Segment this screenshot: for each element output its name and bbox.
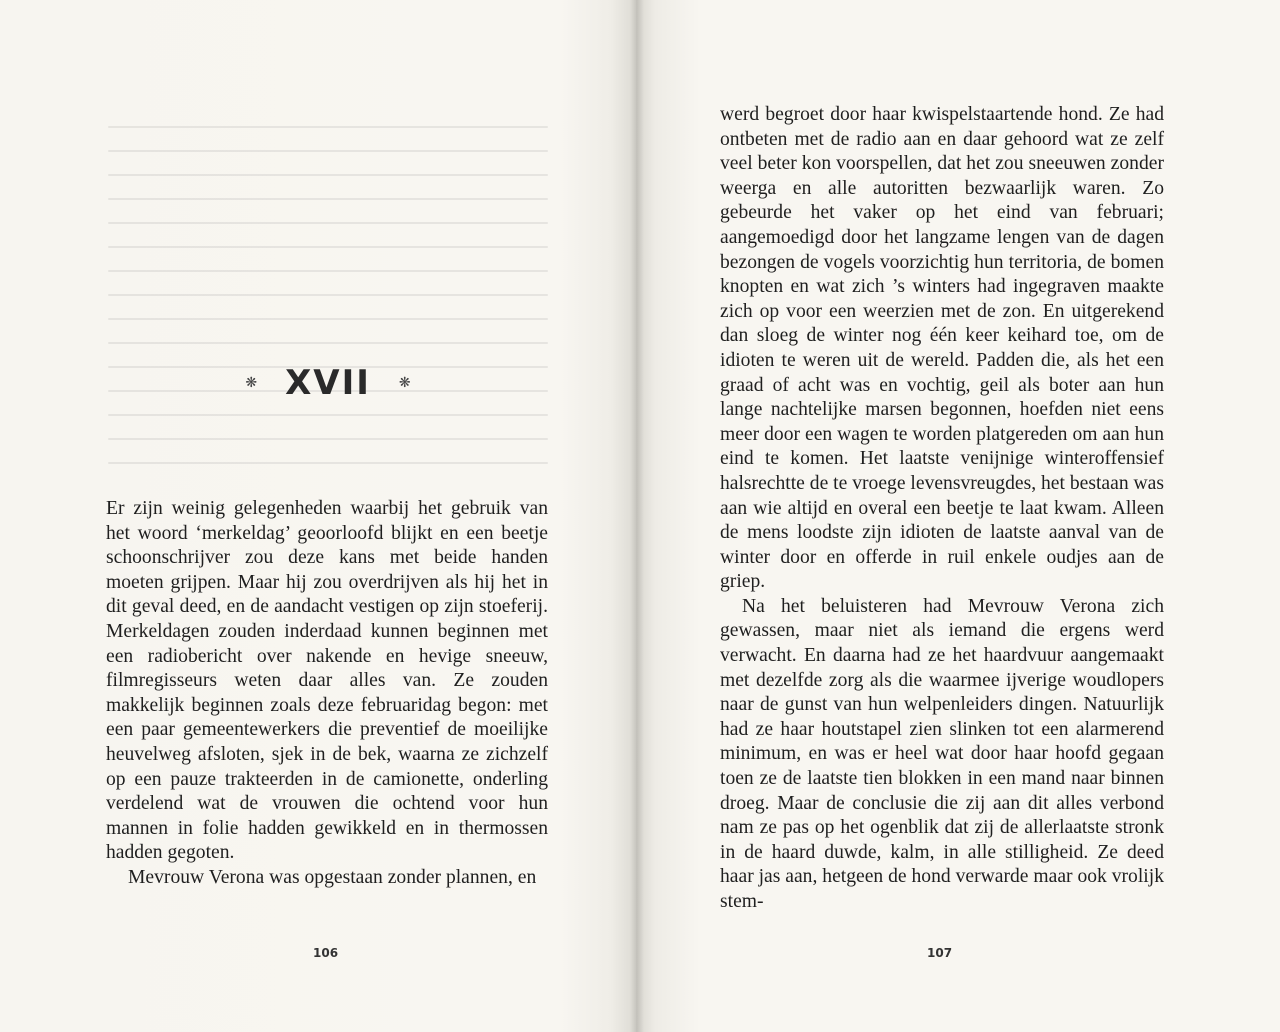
bleed-through-text (108, 104, 548, 474)
page-number-right: 107 (927, 946, 953, 960)
left-body-text (106, 497, 548, 891)
chapter-heading (108, 360, 548, 406)
paragraph: Na het beluisteren had Mevrouw Verona zich gewassen, maar niet als iemand die ergens werd verwacht. En daarna had ze het haardvuur aangemaakt met dezelfde zorg als die waarmee ijverige woudlopers naar de gunst van hun welpenleiders dingen. Natuurlijk had ze haar houtstapel zien slinken tot een alarmerend minimum, en was er heel wat door haar hoofd gegaan toen ze de laatste tien blokken in een mand naar binnen droeg. Maar de conclusie die zij aan dit alles verbond nam ze pas op het ogenblik dat zij de allerlaatste stronk in de haard duwde, kalm, in alle stilligheid. Ze deed haar jas aan, hetgeen de hond verwarde maar ook vrolijk stem- (720, 595, 1164, 912)
paragraph: werd begroet door haar kwispelstaartende hond. Ze had ontbeten met de radio aan en daar gehoord wat ze zelf veel beter kon voorspellen, dat het zou sneeuwen zonder weerga en alle autoritten bezwaarlijk waren. Zo gebeurde het vaker op het eind van februari; aangemoedigd door het langzame lengen van de dagen bezongen de vogels voorzichtig hun territoria, de bomen knopten en wat zich ’s winters had ingegraven maakte zich op voor een weerzien met de zon. En uitgerekend dan sloeg de winter nog één keer keihard toe, om de idioten te weren uit de wereld. Padden die, als het een graad of acht was en vochtig, geil als boter aan hun lange nachtelijke marsen begonnen, hoefden niet eens meer door een wagen te worden platgereden om aan hun eind te komen. Het laatste venijnige winteroffensief halsrechtte de te vroege levensvreugdes, het bestaan was aan wie altijd en overal een beetje te laat kwam. Alleen de mens loodste zijn idioten de laatste aanval van de winter door en offerde in ruil enkele oudjes aan de griep. (720, 104, 1164, 593)
ornament-right-icon: ❋ (398, 375, 411, 391)
paragraph: Er zijn weinig gelegenheden waarbij het gebruik van het woord ‘merkeldag’ geoorloofd blijkt en een beetje schoonschrijver zou deze kans met beide handen moeten grijpen. Maar hij zou overdrijven als hij het in dit geval deed, en de aandacht vestigen op zijn stoeferij. Merkeldagen zouden inderdaad kunnen beginnen met een radiobericht over nakende en hevige sneeuw, filmregisseurs weten daar alles van. Ze zouden makkelijk beginnen zoals deze februaridag begon: met een paar gemeentewerkers die preventief de moeilijke heuvelweg afsloten, sjek in de bek, waarna ze zichzelf op een pauze trakteerden in de camionette, onderling verdelend wat de vrouwen die ochtend voor hun mannen in folie hadden gewikkeld en in thermossen hadden gegoten. (106, 498, 548, 864)
ornament-left-icon: ❋ (245, 375, 258, 391)
chapter-number: XVII (285, 363, 371, 403)
page-number-left: 106 (313, 946, 339, 960)
book-gutter (630, 0, 644, 1032)
paragraph: Mevrouw Verona was opgestaan zonder plannen, en (128, 866, 537, 888)
left-page (0, 0, 636, 1032)
right-body-text (720, 103, 1164, 915)
